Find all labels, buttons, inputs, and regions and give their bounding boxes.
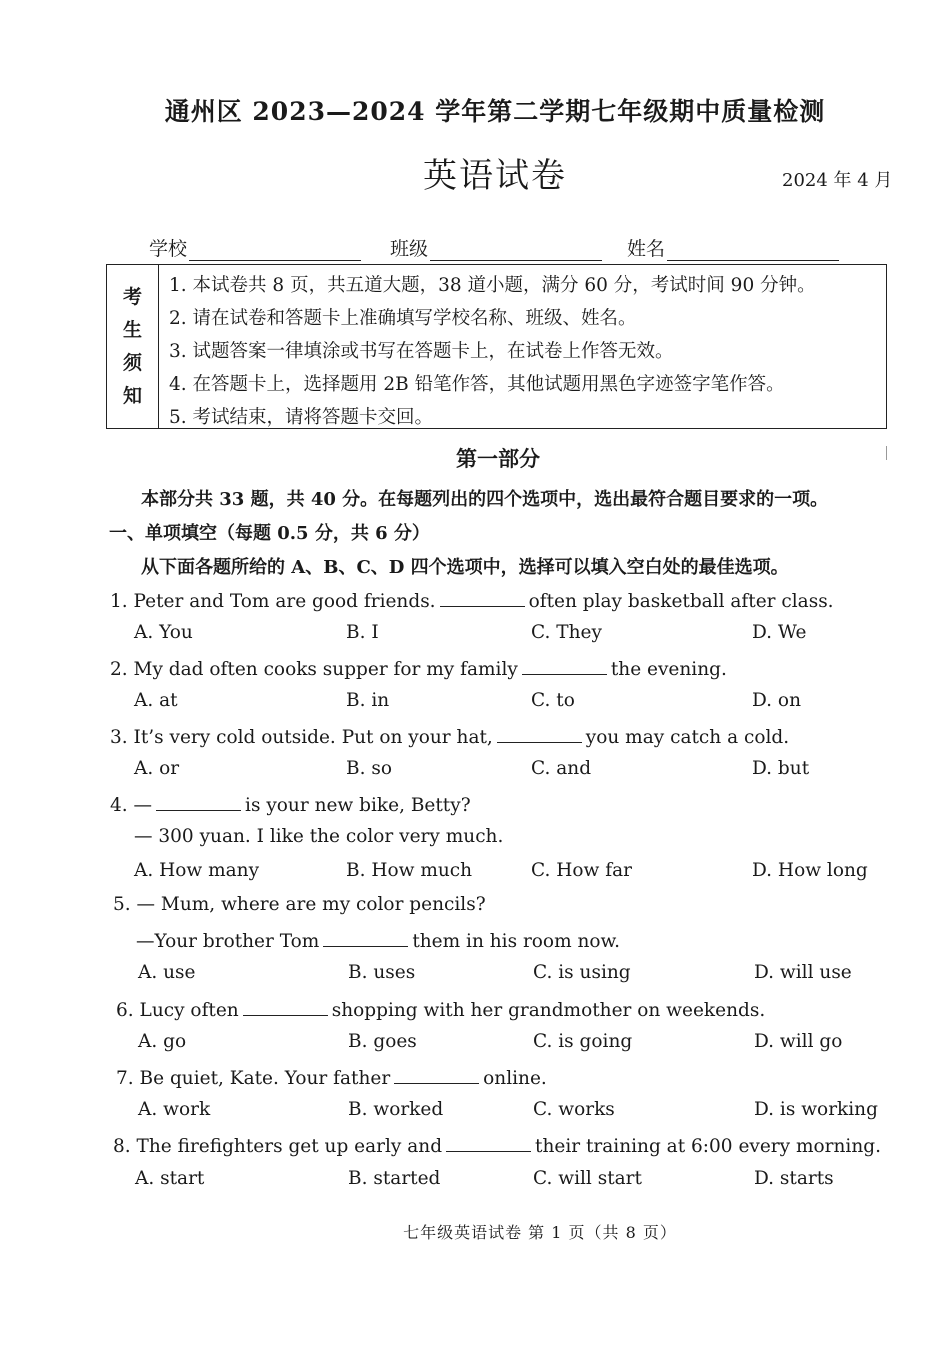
name-line[interactable]: [667, 238, 839, 261]
notice-item: 1. 本试卷共 8 页，共五道大题，38 道小题，满分 60 分，考试时间 90 分钟。: [169, 275, 816, 296]
class-label: 班级: [390, 238, 429, 260]
option-c: C. is using: [533, 962, 631, 983]
answer-blank: [323, 928, 408, 947]
option-d: D. How long: [752, 860, 868, 881]
answer-blank: [522, 656, 607, 675]
answer-blank: [440, 588, 525, 607]
question-text: 7. Be quiet, Kate. Your father: [116, 1068, 391, 1089]
option-b: B. goes: [348, 1031, 417, 1052]
question-3: [110, 724, 789, 748]
class-field: [390, 234, 602, 261]
option-b: B. How much: [346, 860, 473, 881]
question-5-reply: [136, 928, 620, 952]
answer-blank: [497, 724, 582, 743]
option-a: A. use: [138, 962, 196, 983]
option-d: D. will use: [754, 962, 852, 983]
option-b: B. worked: [348, 1099, 444, 1120]
name-label: 姓名: [627, 238, 666, 260]
option-b: B. so: [346, 758, 392, 779]
question-text: is your new bike, Betty?: [245, 795, 471, 816]
answer-blank: [243, 997, 328, 1016]
school-field: [149, 234, 361, 261]
school-label: 学校: [149, 238, 188, 260]
notice-label-char: 知: [122, 384, 142, 407]
question-6: [116, 997, 765, 1021]
option-a: A. start: [135, 1168, 205, 1189]
question-4-reply: — 300 yuan. I like the color very much.: [134, 826, 504, 847]
answer-blank: [156, 792, 241, 811]
question-text: 2. My dad often cooks supper for my family: [110, 659, 518, 680]
part-one-intro: 本部分共 33 题，共 40 分。在每题列出的四个选项中，选出最符合题目要求的一项。: [141, 489, 829, 510]
notice-label-char: 生: [122, 318, 142, 341]
option-c: C. works: [533, 1099, 615, 1120]
option-b: B. in: [346, 690, 390, 711]
exam-notice-box: [106, 264, 887, 429]
question-text: 3. It’s very cold outside. Put on your hat,: [110, 727, 493, 748]
option-c: C. and: [531, 758, 592, 779]
option-d: D. but: [752, 758, 810, 779]
notice-item: 4. 在答题卡上，选择题用 2B 铅笔作答，其他试题用黑色字迹签字笔作答。: [169, 374, 785, 395]
exam-title: 通州区 2023—2024 学年第二学期七年级期中质量检测: [164, 97, 826, 126]
option-a: A. How many: [134, 860, 260, 881]
question-2: [110, 656, 727, 680]
notice-item: 3. 试题答案一律填涂或书写在答题卡上，在试卷上作答无效。: [169, 341, 674, 362]
notice-label: [107, 265, 159, 428]
option-c: C. How far: [531, 860, 632, 881]
question-text: the evening.: [610, 659, 727, 680]
option-b: B. uses: [348, 962, 416, 983]
question-text: them in his room now.: [412, 931, 621, 952]
notice-label-char: 考: [122, 285, 142, 308]
option-d: D. on: [752, 690, 801, 711]
page-footer: 七年级英语试卷 第 1 页（共 8 页）: [403, 1223, 677, 1242]
name-field: [627, 234, 839, 261]
option-a: A. go: [138, 1031, 187, 1052]
section-instruction: 从下面各题所给的 A、B、C、D 四个选项中，选择可以填入空白处的最佳选项。: [141, 557, 789, 578]
section-heading: 一、单项填空（每题 0.5 分，共 6 分）: [109, 523, 430, 544]
option-d: D. is working: [754, 1099, 878, 1120]
option-c: C. They: [531, 622, 602, 643]
notice-item: 2. 请在试卷和答题卡上准确填写学校名称、班级、姓名。: [169, 308, 637, 329]
option-a: A. work: [138, 1099, 211, 1120]
option-d: D. will go: [754, 1031, 843, 1052]
question-5: 5. — Mum, where are my color pencils?: [113, 894, 486, 915]
option-d: D. We: [752, 622, 807, 643]
option-a: A. You: [134, 622, 193, 643]
answer-blank: [394, 1065, 479, 1084]
option-c: C. to: [531, 690, 575, 711]
question-text: their training at 6:00 every morning.: [535, 1136, 881, 1157]
question-text: —Your brother Tom: [136, 931, 320, 952]
question-text: 8. The firefighters get up early and: [113, 1136, 443, 1157]
subject-title: 英语试卷: [423, 156, 567, 196]
option-c: C. will start: [533, 1168, 642, 1189]
option-a: A. at: [134, 690, 178, 711]
option-d: D. starts: [754, 1168, 834, 1189]
question-text: 1. Peter and Tom are good friends.: [110, 591, 436, 612]
question-4: [110, 792, 471, 816]
question-text: online.: [483, 1068, 547, 1089]
answer-blank: [446, 1133, 531, 1152]
question-text: you may catch a cold.: [585, 727, 790, 748]
question-1: [110, 588, 834, 612]
question-7: [116, 1065, 547, 1089]
question-text: 6. Lucy often: [116, 1000, 239, 1021]
question-8: [113, 1133, 881, 1157]
school-line[interactable]: [189, 238, 361, 261]
option-c: C. is going: [533, 1031, 633, 1052]
notice-label-char: 须: [122, 351, 142, 374]
question-text: often play basketball after class.: [528, 591, 834, 612]
option-a: A. or: [134, 758, 180, 779]
question-text: 4. —: [110, 795, 153, 816]
question-text: shopping with her grandmother on weekends.: [331, 1000, 766, 1021]
option-b: B. started: [348, 1168, 441, 1189]
part-one-title: 第一部分: [456, 446, 540, 471]
option-b: B. I: [346, 622, 379, 643]
exam-date: 2024 年 4 月: [782, 170, 893, 191]
class-line[interactable]: [430, 238, 602, 261]
notice-item: 5. 考试结束，请将答题卡交回。: [169, 407, 434, 428]
